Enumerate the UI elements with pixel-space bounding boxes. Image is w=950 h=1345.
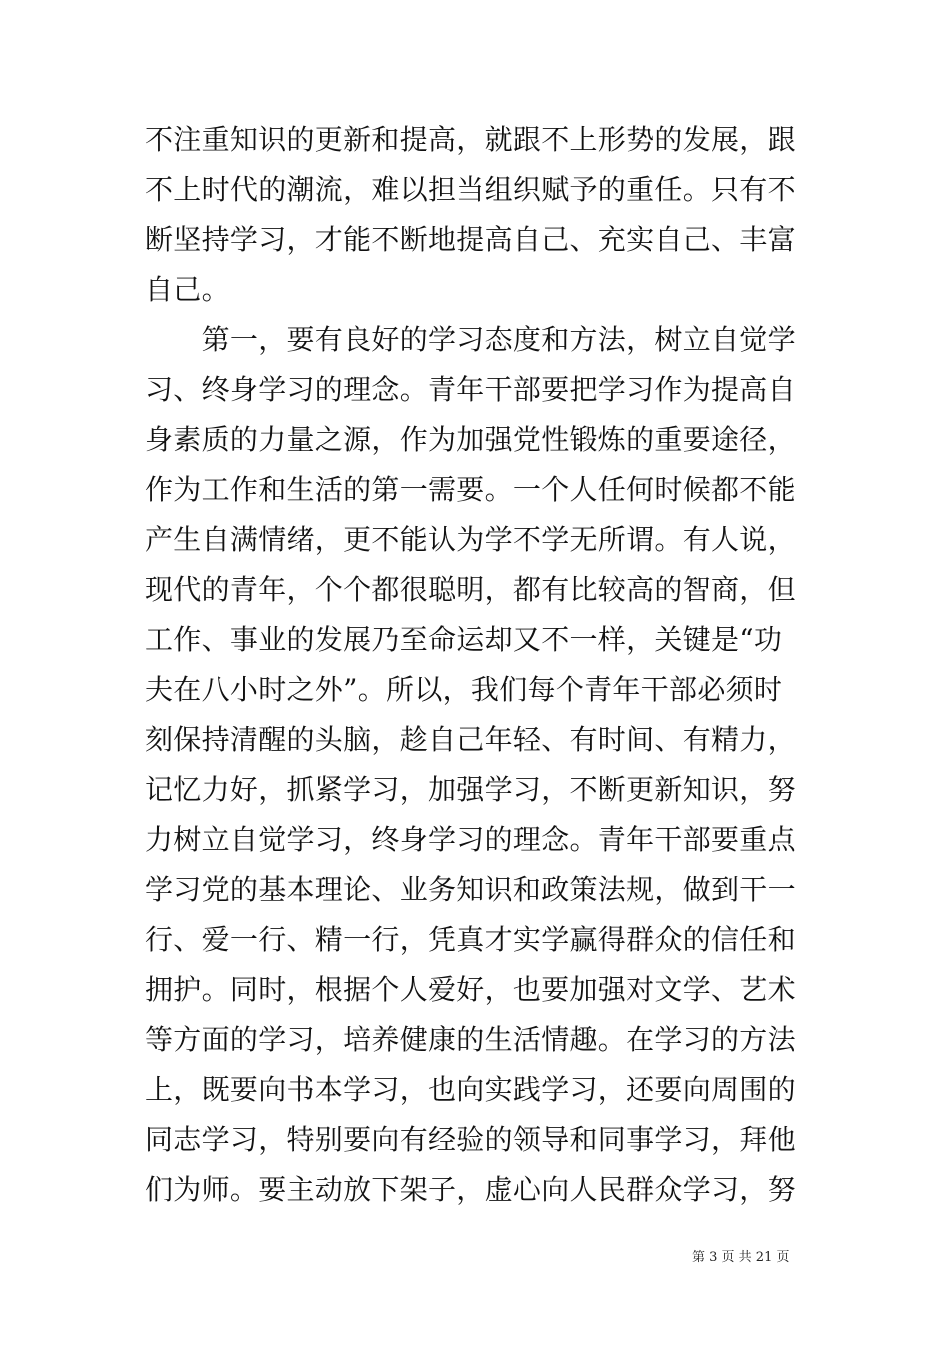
- text-line: 自己。: [145, 273, 230, 306]
- text-line: 们为师。要主动放下架子，虚心向人民群众学习，努: [145, 1173, 796, 1206]
- text-line: 第一，要有良好的学习态度和方法，树立自觉学: [145, 323, 796, 356]
- text-line: 工作、事业的发展乃至命运却又不一样，关键是“功: [145, 623, 783, 656]
- text-line: 断坚持学习，才能不断地提高自己、充实自己、丰富: [145, 223, 796, 256]
- text-line: 作为工作和生活的第一需要。一个人任何时候都不能: [145, 473, 796, 506]
- text-line: 力树立自觉学习，终身学习的理念。青年干部要重点: [145, 823, 796, 856]
- text-line: 同志学习，特别要向有经验的领导和同事学习，拜他: [145, 1123, 796, 1156]
- text-line: 刻保持清醒的头脑，趁自己年轻、有时间、有精力，: [145, 723, 796, 756]
- body-text: [145, 115, 796, 1215]
- text-line: 习、终身学习的理念。青年干部要把学习作为提高自: [145, 373, 796, 406]
- text-line: 上，既要向书本学习，也向实践学习，还要向周围的: [145, 1073, 796, 1106]
- text-line: 不上时代的潮流，难以担当组织赋予的重任。只有不: [145, 173, 796, 206]
- text-line: 身素质的力量之源，作为加强党性锻炼的重要途径，: [145, 423, 796, 456]
- text-line: 等方面的学习，培养健康的生活情趣。在学习的方法: [145, 1023, 796, 1056]
- text-line: 产生自满情绪，更不能认为学不学无所谓。有人说，: [145, 523, 796, 556]
- text-line: 拥护。同时，根据个人爱好，也要加强对文学、艺术: [145, 973, 796, 1006]
- text-line: 夫在八小时之外”。所以，我们每个青年干部必须时: [145, 673, 783, 706]
- text-line: 行、爱一行、精一行，凭真才实学赢得群众的信任和: [145, 923, 796, 956]
- text-line: 不注重知识的更新和提高，就跟不上形势的发展，跟: [145, 123, 796, 156]
- text-line: 现代的青年，个个都很聪明，都有比较高的智商，但: [145, 573, 796, 606]
- text-line: 学习党的基本理论、业务知识和政策法规，做到干一: [145, 873, 796, 906]
- page-number: 第 3 页 共 21 页: [692, 1250, 790, 1265]
- text-line: 记忆力好，抓紧学习，加强学习，不断更新知识，努: [145, 773, 796, 806]
